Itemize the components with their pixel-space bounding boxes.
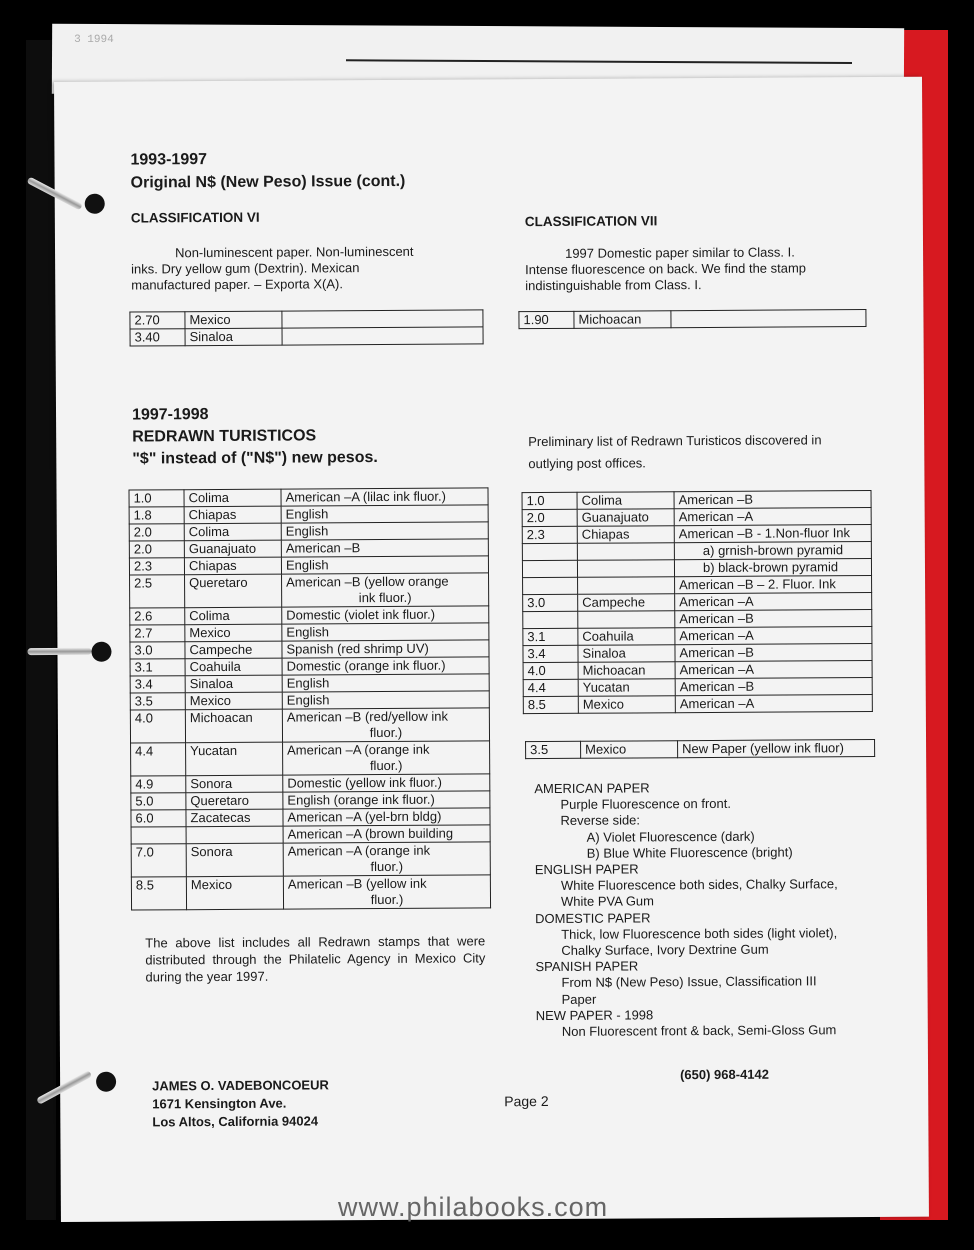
cell-value: 1.0	[522, 492, 577, 509]
table-row	[130, 327, 483, 346]
cell-value	[131, 827, 186, 844]
cell-location: Sonora	[186, 843, 283, 877]
cell-value: 4.9	[131, 776, 186, 793]
cell-location: Guanajuato	[184, 540, 281, 558]
table-row	[130, 310, 483, 329]
table-row	[130, 674, 489, 693]
cell-paper	[282, 691, 489, 709]
cell-paper	[281, 505, 488, 523]
cell-location: Chiapas	[577, 526, 674, 544]
cell-value: 8.5	[523, 696, 578, 713]
table-row	[519, 310, 866, 329]
table-row	[522, 491, 871, 510]
paper-detail: White Fluorescence both sides, Chalky Surface,	[560, 876, 838, 894]
cell-location: Campeche	[185, 641, 282, 659]
paper-descriptions	[534, 779, 896, 1040]
cell-value: 4.0	[523, 662, 578, 679]
cell-value: 3.40	[130, 329, 185, 346]
page-number: Page 2	[504, 1092, 549, 1110]
cell-paper	[281, 539, 488, 557]
cell-value: 3.4	[523, 645, 578, 662]
table-row	[131, 808, 490, 827]
watermark: www.philabooks.com	[338, 1192, 609, 1222]
redrawn-subtitle: "$" instead of ("N$") new pesos.	[132, 449, 378, 468]
cell-paper: American –B	[675, 610, 872, 628]
table-row	[522, 508, 871, 527]
cell-value: 7.0	[131, 844, 186, 877]
prelim-line: Preliminary list of Redrawn Turisticos discovered in	[528, 432, 822, 450]
binder-spine	[26, 40, 56, 1220]
cell-paper	[283, 791, 490, 809]
table-row	[523, 610, 872, 629]
cell-paper: b) black-brown pyramid	[674, 559, 871, 577]
cell-value	[523, 577, 578, 594]
table-row	[131, 825, 490, 844]
table-row	[523, 644, 872, 663]
table-row	[130, 640, 489, 659]
table-row	[129, 488, 488, 507]
table-row	[523, 627, 872, 646]
cell-location: Yucatan	[578, 679, 675, 697]
cell-value: 2.7	[130, 625, 185, 642]
class6-table	[129, 309, 483, 346]
cell-location: Sinaloa	[185, 328, 282, 346]
cell-location: Coahuila	[185, 658, 282, 676]
cell-paper-line: English (orange ink fluor.)	[287, 791, 435, 808]
paper-heading: AMERICAN PAPER	[534, 780, 650, 797]
cell-paper-line: Domestic (violet ink fluor.)	[286, 606, 436, 623]
cell-value: 3.5	[130, 693, 185, 710]
cell-value: 2.70	[130, 312, 185, 329]
redrawn-note: The above list includes all Redrawn stamps that were distributed through the Philatelic Agency in Mexico City during the year 1997.	[145, 933, 486, 985]
cell-location: Sonora	[186, 775, 283, 793]
table-row	[130, 573, 489, 608]
cell-location: Mexico	[185, 692, 282, 710]
phone-number: (650) 968-4142	[680, 1066, 770, 1083]
prelim-line: outlying post offices.	[528, 455, 646, 472]
cell-value: 2.0	[522, 509, 577, 526]
cell-paper: American –A	[675, 627, 872, 645]
cell-value: 3.4	[130, 676, 185, 693]
table-row	[131, 875, 490, 910]
table-row	[130, 657, 489, 676]
cell-location: Chiapas	[184, 506, 281, 524]
class6-heading: CLASSIFICATION VI	[130, 209, 260, 226]
cell-paper: American –B – 2. Fluor. Ink	[675, 576, 872, 594]
cell-location: Mexico	[186, 876, 283, 910]
author-street: 1671 Kensington Ave.	[152, 1095, 287, 1112]
binder-hole-middle	[91, 642, 111, 662]
cell-paper	[283, 875, 490, 909]
cell-location: Yucatan	[186, 742, 283, 776]
redrawn-table	[128, 487, 491, 910]
back-page-rule	[346, 59, 852, 64]
document-page	[54, 77, 929, 1222]
cell-paper-line: English	[285, 557, 329, 573]
table-row	[129, 556, 488, 575]
paper-heading: DOMESTIC PAPER	[535, 909, 651, 926]
binder-ring-middle	[27, 648, 91, 655]
table-row	[130, 623, 489, 642]
prelim-table	[522, 490, 873, 714]
cell-value: 3.5	[526, 741, 581, 758]
cell-paper	[281, 522, 488, 540]
cell-paper: American –A	[675, 593, 872, 611]
cell-location: Mexico	[185, 311, 282, 329]
cell-location: Queretaro	[186, 792, 283, 810]
cell-location	[578, 611, 675, 629]
paper-detail: B) Blue White Fluorescence (bright)	[586, 844, 793, 861]
cell-paper-line: fluor.)	[370, 891, 404, 908]
cell-paper-line: English	[286, 675, 330, 691]
cell-location: Zacatecas	[186, 809, 283, 827]
cell-value	[523, 611, 578, 628]
table-row	[129, 505, 488, 524]
cell-paper-line: fluor.)	[369, 757, 403, 774]
cell-location: Chiapas	[184, 557, 281, 575]
cell-value: 1.0	[129, 490, 184, 507]
table-row	[131, 774, 490, 793]
cell-paper: American –A	[674, 508, 871, 526]
cell-paper	[283, 774, 490, 792]
cell-paper-line: Domestic (yellow ink fluor.)	[287, 774, 442, 791]
class7-table	[518, 309, 866, 329]
cell-paper: American –B	[675, 678, 872, 696]
cell-paper-line: American –A (lilac ink fluor.)	[285, 488, 446, 505]
cell-paper-line: fluor.)	[369, 724, 403, 741]
cell-location: Mexico	[581, 741, 678, 759]
cell-paper	[282, 674, 489, 692]
cell-paper	[282, 640, 489, 658]
class7-heading: CLASSIFICATION VII	[524, 213, 658, 230]
cell-location: Sinaloa	[578, 645, 675, 663]
cell-location: Mexico	[185, 624, 282, 642]
cell-note	[282, 310, 483, 328]
prelim-extra-table	[525, 739, 875, 759]
class7-line: Intense fluorescence on back. We find the stamp	[525, 260, 807, 278]
cell-location: Colima	[184, 523, 281, 541]
cell-paper-line: Domestic (orange ink fluor.)	[286, 657, 446, 674]
cell-value: 5.0	[131, 793, 186, 810]
paper-detail: White PVA Gum	[560, 893, 655, 910]
cell-paper-line: English	[286, 624, 330, 640]
class7-text	[525, 244, 885, 294]
paper-heading: NEW PAPER - 1998	[535, 1007, 654, 1023]
header-title: Original N$ (New Peso) Issue (cont.)	[130, 172, 406, 192]
binder-hole-top	[85, 194, 105, 214]
cell-paper-line: American –B (yellow ink	[287, 875, 427, 892]
cell-paper: American –A	[675, 661, 872, 679]
cell-value: 2.0	[129, 524, 184, 541]
cell-paper-line: ink fluor.)	[358, 589, 412, 606]
cell-paper: American –A	[675, 695, 872, 713]
paper-detail: Reverse side:	[560, 812, 641, 829]
table-row	[131, 791, 490, 810]
cell-paper-line: American –A (orange ink	[287, 741, 430, 758]
redrawn-years: 1997-1998	[131, 406, 209, 424]
cell-paper-line: American –A (orange ink	[287, 842, 431, 859]
class6-line: inks. Dry yellow gum (Dextrin). Mexican	[131, 260, 360, 277]
cell-paper	[283, 842, 490, 876]
table-row	[130, 691, 489, 710]
author-city: Los Altos, California 94024	[152, 1113, 319, 1130]
cell-value: 1.8	[129, 507, 184, 524]
cell-location	[578, 577, 675, 595]
paper-heading: ENGLISH PAPER	[534, 861, 639, 878]
cell-paper-line: American –A (brown building	[287, 825, 454, 842]
class7-line: indistinguishable from Class. I.	[525, 277, 702, 294]
cell-paper	[281, 556, 488, 574]
cell-location	[577, 560, 674, 578]
cell-location: Colima	[577, 492, 674, 510]
paper-detail: Thick, low Fluorescence both sides (light violet),	[561, 925, 838, 942]
paper-detail: Chalky Surface, Ivory Dextrine Gum	[561, 941, 769, 958]
cell-paper	[282, 606, 489, 624]
cell-location: Mexico	[578, 696, 675, 714]
cell-location: Michoacan	[578, 662, 675, 680]
table-row	[523, 695, 872, 714]
cell-value: 2.3	[522, 526, 577, 543]
cell-paper-line: English	[286, 692, 330, 708]
cell-paper-line: English	[285, 506, 329, 522]
cell-location: Queretaro	[185, 574, 282, 608]
header-years: 1993-1997	[130, 151, 208, 169]
class6-text	[131, 243, 471, 293]
cell-value: 2.3	[129, 558, 184, 575]
cell-paper	[281, 488, 488, 506]
cell-value	[522, 560, 577, 577]
cell-note	[282, 327, 483, 345]
cell-paper	[283, 741, 490, 775]
cell-value: 3.0	[523, 594, 578, 611]
cell-paper-line: Spanish (red shrimp UV)	[286, 640, 429, 657]
class6-line: Non-luminescent paper. Non-luminescent	[174, 243, 414, 261]
cell-location: Colima	[184, 489, 281, 507]
author-name: JAMES O. VADEBONCOEUR	[152, 1077, 329, 1094]
table-row	[523, 576, 872, 595]
cell-location: Campeche	[578, 594, 675, 612]
table-row	[129, 539, 488, 558]
cell-value: 2.6	[130, 608, 185, 625]
redrawn-title: REDRAWN TURISTICOS	[132, 427, 317, 446]
cell-value	[522, 543, 577, 560]
cell-paper	[282, 657, 489, 675]
table-row	[131, 842, 490, 877]
class7-line: 1997 Domestic paper similar to Class. I.	[565, 244, 795, 261]
cell-value: 3.0	[130, 642, 185, 659]
cell-location: Coahuila	[578, 628, 675, 646]
table-row	[523, 593, 872, 612]
cell-paper: a) grnish-brown pyramid	[674, 542, 871, 560]
table-row	[130, 708, 489, 743]
table-row	[130, 606, 489, 625]
table-row	[522, 542, 871, 561]
table-row	[522, 559, 871, 578]
cell-location: Michoacan	[574, 311, 671, 329]
paper-detail: Purple Fluorescence on front.	[560, 796, 732, 813]
cell-location: Colima	[185, 607, 282, 625]
paper-detail: Non Fluorescent front & back, Semi-Gloss Gum	[561, 1022, 837, 1039]
paper-detail: From N$ (New Peso) Issue, Classification III	[561, 973, 817, 991]
cell-value: 4.0	[130, 710, 185, 743]
cell-location: Sinaloa	[185, 675, 282, 693]
back-page-stamp: 3 1994	[74, 33, 114, 47]
cell-paper-line: American –A (yel-brn bldg)	[287, 808, 442, 825]
cell-value: 3.1	[523, 628, 578, 645]
cell-value: 6.0	[131, 810, 186, 827]
cell-paper-line: fluor.)	[370, 858, 404, 875]
cell-paper-line: English	[285, 523, 329, 539]
paper-detail: Paper	[561, 991, 597, 1007]
cell-location	[577, 543, 674, 561]
cell-location	[186, 826, 283, 844]
cell-value: 1.90	[519, 311, 574, 328]
cell-paper: American –B	[674, 491, 871, 509]
paper-detail: A) Violet Fluorescence (dark)	[586, 828, 755, 845]
prelim-text	[528, 429, 822, 475]
table-row	[131, 741, 490, 776]
binder-hole-bottom	[96, 1072, 116, 1092]
cell-location: Michoacan	[185, 709, 282, 743]
cell-location: Guanajuato	[577, 509, 674, 527]
cell-value: 3.1	[130, 659, 185, 676]
cell-paper-line: American –B (red/yellow ink	[286, 708, 449, 725]
cell-value: 2.0	[129, 541, 184, 558]
table-row	[523, 678, 872, 697]
cell-value: 4.4	[131, 743, 186, 776]
paper-heading: SPANISH PAPER	[535, 958, 639, 975]
cell-value: 2.5	[130, 575, 185, 608]
table-row	[523, 661, 872, 680]
cell-paper	[283, 808, 490, 826]
cell-paper	[282, 573, 489, 607]
author-address	[152, 1076, 329, 1131]
cell-paper: American –B - 1.Non-fluor Ink	[674, 525, 871, 543]
cell-paper: New Paper (yellow ink fluor)	[678, 739, 875, 757]
class6-line: manufactured paper. – Exporta X(A).	[131, 276, 344, 293]
cell-paper	[282, 708, 489, 742]
cell-value: 4.4	[523, 679, 578, 696]
cell-paper	[283, 825, 490, 843]
table-row	[526, 739, 875, 758]
table-row	[522, 525, 871, 544]
table-row	[129, 522, 488, 541]
cell-value: 8.5	[131, 877, 186, 910]
cell-paper-line: American –B (yellow orange	[286, 573, 449, 590]
cell-paper-line: American –B	[285, 540, 361, 556]
cell-paper: American –B	[675, 644, 872, 662]
cell-note	[671, 310, 866, 328]
cell-paper	[282, 623, 489, 641]
